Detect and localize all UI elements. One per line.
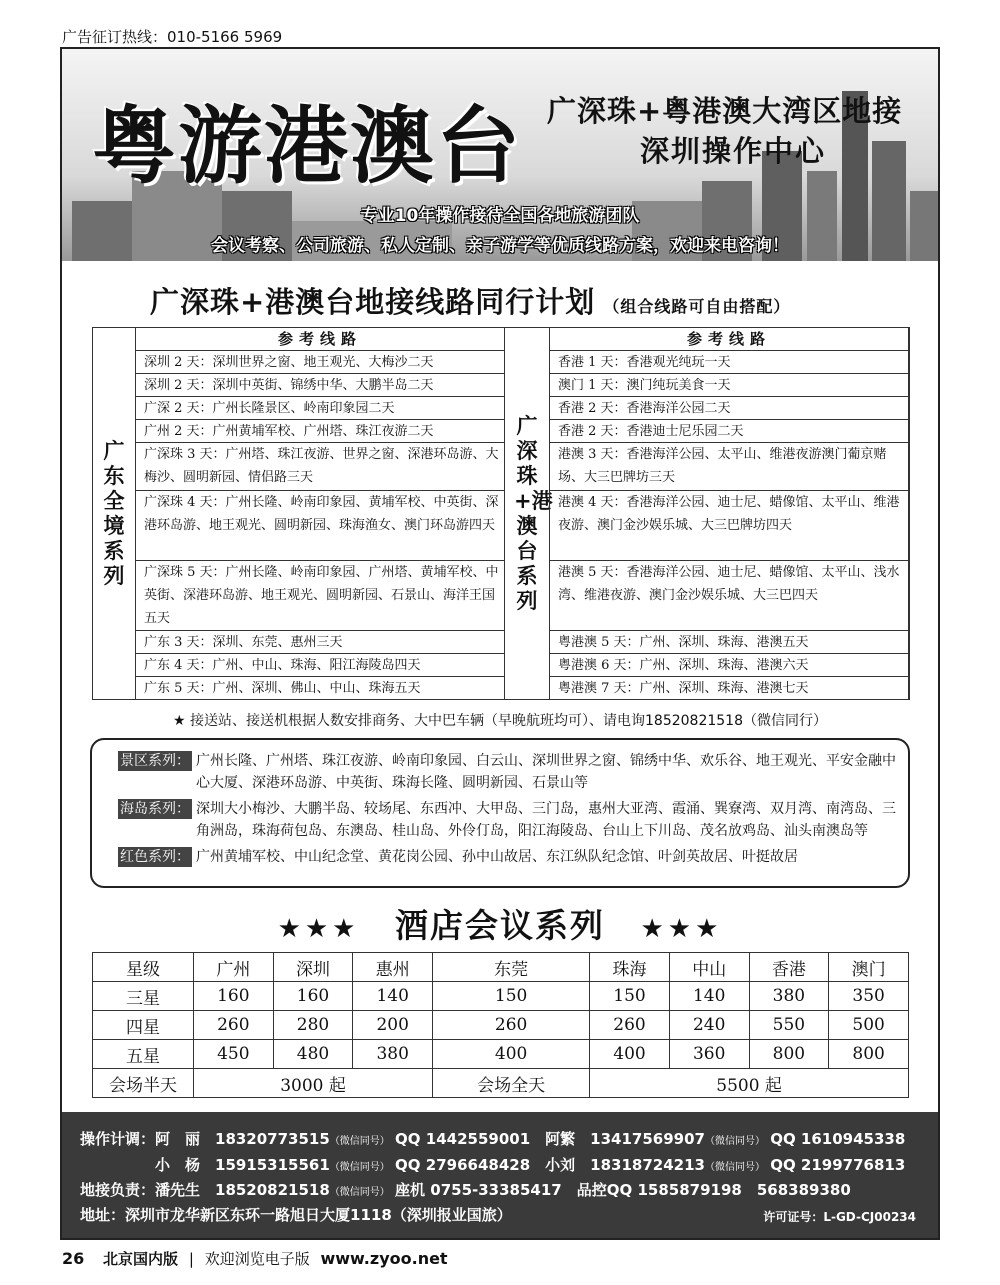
series-row xyxy=(118,798,896,842)
plan-title xyxy=(150,280,790,321)
left-routes-header: 参考线路 xyxy=(136,328,504,351)
cell: 200 xyxy=(353,1011,433,1040)
cell: 800 xyxy=(829,1040,909,1069)
stars-left: ★★★ xyxy=(277,914,360,944)
cell: 550 xyxy=(749,1011,829,1040)
series-label: 景区系列： xyxy=(120,753,190,769)
route-row: 港澳 4 天：香港海洋公园、迪士尼、蜡像馆、太平山、维港夜游、澳门金沙娱乐城、大三巴牌坊四天 xyxy=(550,491,908,561)
contact-b: QQ 1442559001 阿繁 13417569907 xyxy=(395,1130,705,1148)
page-number: 26 xyxy=(62,1249,85,1268)
route-row: 港澳 5 天：香港海洋公园、迪士尼、蜡像馆、太平山、浅水湾、维港夜游、澳门金沙娱乐城、大三巴四天 xyxy=(550,561,908,631)
header-cell: 东莞 xyxy=(433,953,590,982)
venue-half-label: 会场半天 xyxy=(93,1069,194,1098)
route-row: 深圳 2 天：深圳世界之窗、地王观光、大梅沙二天 xyxy=(136,351,504,374)
wechat-note: （微信同号） xyxy=(329,1136,390,1147)
cell: 380 xyxy=(749,982,829,1011)
route-row: 广东 5 天：广州、深圳、佛山、中山、珠海五天 xyxy=(144,681,421,696)
route-row: 广深珠 4 天：广州长隆、岭南印象园、黄埔军校、中英街、深港环岛游、地王观光、圆明新园、珠海渔女、澳门环岛游四天 xyxy=(136,491,504,561)
cell: 五星 xyxy=(93,1040,194,1069)
stars-right: ★★★ xyxy=(640,914,723,944)
series-text: 广州黄埔军校、中山纪念堂、黄花岗公园、孙中山故居、东江纵队纪念馆、叶剑英故居、叶挺故居 xyxy=(196,849,798,865)
plan-title-text: 广深珠+港澳台地接线路同行计划 xyxy=(150,285,596,319)
contact-a: 小 杨 15915315561 xyxy=(80,1156,330,1174)
cell: 360 xyxy=(669,1040,749,1069)
table-row xyxy=(93,1040,909,1069)
plan-title-note: （组合线路可自由搭配） xyxy=(603,297,791,316)
route-row: 澳门 1 天：澳门纯玩美食一天 xyxy=(550,374,908,397)
contact-b: 座机 0755-33385417 品控QQ 1585879198 568389380 xyxy=(395,1181,851,1199)
wechat-note: （微信同号） xyxy=(704,1162,765,1173)
cell: 240 xyxy=(669,1011,749,1040)
header-cell: 惠州 xyxy=(353,953,433,982)
tagline-1: 专业10年操作接待全国各地旅游团队 xyxy=(360,206,640,226)
header-banner xyxy=(62,49,938,261)
cell: 400 xyxy=(590,1040,670,1069)
cell: 450 xyxy=(194,1040,274,1069)
edition: 北京国内版 xyxy=(103,1250,179,1268)
route-row: 广东 4 天：广州、中山、珠海、阳江海陵岛四天 xyxy=(136,654,504,677)
series-text: 深圳大小梅沙、大鹏半岛、较场尾、东西冲、大甲岛、三门岛，惠州大亚湾、霞涌、巽寮湾、双月湾、南湾岛、三角洲岛，珠海荷包岛、东澳岛、桂山岛、外伶仃岛，阳江海陵岛、台山上下川岛、茂名放鸡岛、汕头南澳岛等 xyxy=(196,801,896,839)
contact-a: 地接负责：潘先生 18520821518 xyxy=(80,1181,330,1199)
contact-line-3 xyxy=(80,1179,851,1200)
cell: 150 xyxy=(590,982,670,1011)
series-row xyxy=(118,846,896,868)
route-row: 深圳 2 天：深圳中英街、锦绣中华、大鹏半岛二天 xyxy=(136,374,504,397)
route-row: 香港 1 天：香港观光纯玩一天 xyxy=(550,351,908,374)
route-row: 粤港澳 7 天：广州、深圳、珠海、港澳七天 xyxy=(558,681,809,696)
hotel-title xyxy=(0,900,1000,947)
cell: 280 xyxy=(273,1011,353,1040)
wechat-note: （微信同号） xyxy=(329,1187,390,1198)
routes-table xyxy=(92,327,910,700)
cell: 480 xyxy=(273,1040,353,1069)
site-link[interactable]: www.zyoo.net xyxy=(320,1249,448,1268)
route-row: 粤港澳 5 天：广州、深圳、珠海、港澳五天 xyxy=(550,631,908,654)
wechat-note: （微信同号） xyxy=(704,1136,765,1147)
brand-title: 粤游港澳台 xyxy=(92,97,523,195)
right-series-label: 广深珠+港澳台系列 xyxy=(514,413,553,613)
header-cell: 星级 xyxy=(93,953,194,982)
header-cell: 中山 xyxy=(669,953,749,982)
table-row-venue xyxy=(93,1069,909,1098)
venue-full-price: 5500 起 xyxy=(590,1069,909,1098)
cell: 160 xyxy=(194,982,274,1011)
left-routes xyxy=(135,328,505,699)
header-cell: 珠海 xyxy=(590,953,670,982)
series-label: 海岛系列： xyxy=(120,801,190,817)
cell: 140 xyxy=(353,982,433,1011)
cell: 400 xyxy=(433,1040,590,1069)
series-row xyxy=(118,750,896,794)
route-row: 香港 2 天：香港迪士尼乐园二天 xyxy=(550,420,908,443)
cell: 三星 xyxy=(93,982,194,1011)
header-cell: 香港 xyxy=(749,953,829,982)
address-line: 地址：深圳市龙华新区东环一路旭日大厦1118（深圳报业国旅） xyxy=(80,1206,512,1224)
contact-line-2 xyxy=(80,1154,905,1175)
hotel-title-text: 酒店会议系列 xyxy=(395,906,605,945)
left-series-label: 广东全境系列 xyxy=(103,438,125,588)
cell: 380 xyxy=(353,1040,433,1069)
route-row: 广深 2 天：广州长隆景区、岭南印象园二天 xyxy=(136,397,504,420)
series-label: 红色系列： xyxy=(120,849,190,865)
header-cell: 广州 xyxy=(194,953,274,982)
series-box xyxy=(90,738,910,888)
contact-b: QQ 2796648428 小刘 18318724213 xyxy=(395,1156,705,1174)
route-row: 香港 2 天：香港海洋公园二天 xyxy=(550,397,908,420)
cell: 160 xyxy=(273,982,353,1011)
cell: 260 xyxy=(590,1011,670,1040)
table-row xyxy=(93,1011,909,1040)
wechat-note: （微信同号） xyxy=(329,1162,390,1173)
venue-half-price: 3000 起 xyxy=(194,1069,433,1098)
cell: 500 xyxy=(829,1011,909,1040)
route-row: 广州 2 天：广州黄埔军校、广州塔、珠江夜游二天 xyxy=(136,420,504,443)
route-row: 广深珠 3 天：广州塔、珠江夜游、世界之窗、深港环岛游、大梅沙、圆明新园、情侣路三天 xyxy=(136,443,504,491)
right-routes-header: 参考线路 xyxy=(550,328,908,351)
table-header-row xyxy=(93,953,909,982)
table-row xyxy=(93,982,909,1011)
cell: 800 xyxy=(749,1040,829,1069)
contact-a: 操作计调：阿 丽 18320773515 xyxy=(80,1130,330,1148)
series-text: 广州长隆、广州塔、珠江夜游、岭南印象园、白云山、深圳世界之窗、锦绣中华、欢乐谷、地王观光、平安金融中心大厦、深港环岛游、中英街、珠海长隆、圆明新园、石景山等 xyxy=(196,753,896,791)
cell: 350 xyxy=(829,982,909,1011)
contact-c: QQ 2199776813 xyxy=(770,1156,906,1174)
cell: 260 xyxy=(194,1011,274,1040)
page-footer: 26 北京国内版 | 欢迎浏览电子版 www.zyoo.net xyxy=(62,1249,448,1268)
route-row: 广东 3 天：深圳、东莞、惠州三天 xyxy=(136,631,504,654)
license-number: 许可证号：L-GD-CJ00234 xyxy=(763,1210,916,1224)
header-subtitle-2: 深圳操作中心 xyxy=(640,134,827,168)
right-routes xyxy=(549,328,909,699)
cell: 260 xyxy=(433,1011,590,1040)
ad-hotline: 广告征订热线：010-5166 5969 xyxy=(62,28,283,46)
header-subtitle-1: 广深珠+粤港澳大湾区地接 xyxy=(547,94,903,128)
header-cell: 深圳 xyxy=(273,953,353,982)
venue-full-label: 会场全天 xyxy=(433,1069,590,1098)
route-row: 广深珠 5 天：广州长隆、岭南印象园、广州塔、黄埔军校、中英街、深港环岛游、地王观光、圆明新园、石景山、海洋王国五天 xyxy=(136,561,504,631)
contact-footer xyxy=(62,1112,938,1238)
header-cell: 澳门 xyxy=(829,953,909,982)
cell: 150 xyxy=(433,982,590,1011)
welcome-text: 欢迎浏览电子版 xyxy=(204,1250,310,1268)
transfer-note: ★ 接送站、接送机根据人数安排商务、大中巴车辆（早晚航班均可）、请电询18520821518（微信同行） xyxy=(173,713,827,729)
cell: 140 xyxy=(669,982,749,1011)
route-row: 粤港澳 6 天：广州、深圳、珠海、港澳六天 xyxy=(550,654,908,677)
cell: 四星 xyxy=(93,1011,194,1040)
contact-line-1 xyxy=(80,1128,905,1149)
tagline-2: 会议考察、公司旅游、私人定制、亲子游学等优质线路方案，欢迎来电咨询！ xyxy=(211,236,789,256)
hotel-price-table xyxy=(92,952,909,1098)
route-row: 港澳 3 天：香港海洋公园、太平山、维港夜游澳门葡京赌场、大三巴牌坊三天 xyxy=(550,443,908,491)
contact-c: QQ 1610945338 xyxy=(770,1130,906,1148)
